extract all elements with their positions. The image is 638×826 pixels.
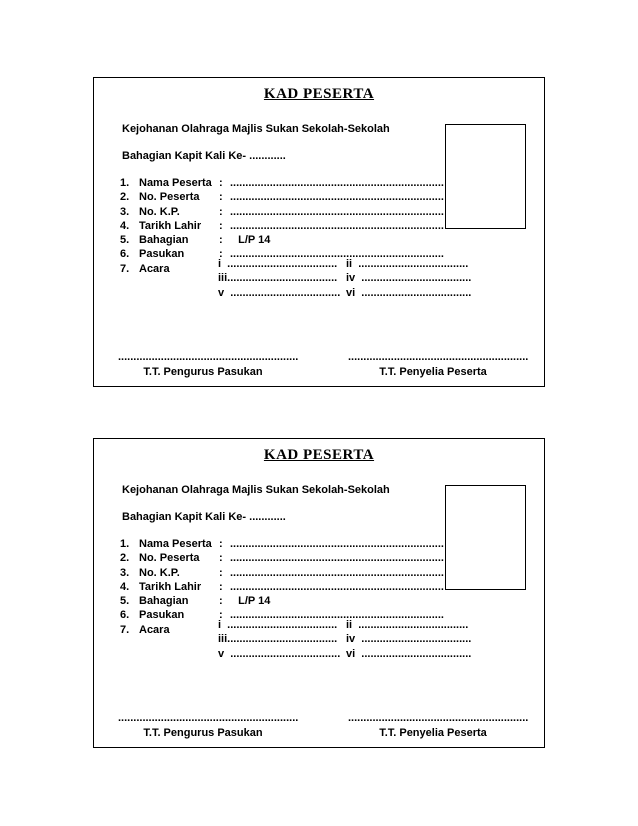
division-line: Bahagian Kapit Kali Ke- ............ bbox=[122, 511, 286, 523]
field-colon: : bbox=[219, 234, 223, 247]
field-row bbox=[120, 538, 450, 552]
event-slot: iii.................................... bbox=[218, 272, 338, 285]
field-row bbox=[120, 567, 450, 581]
field-value: ...................................................................... bbox=[230, 219, 444, 232]
division-line: Bahagian Kapit Kali Ke- ............ bbox=[122, 150, 286, 162]
event-slot: iii.................................... bbox=[218, 633, 338, 646]
event-slot: i .................................... bbox=[218, 619, 338, 631]
field-row bbox=[120, 234, 450, 248]
signature-label: T.T. Pengurus Pasukan bbox=[143, 366, 263, 378]
field-colon: : bbox=[219, 566, 223, 579]
field-row bbox=[120, 206, 450, 220]
field-label: Nama Peserta bbox=[139, 538, 212, 550]
event-line bbox=[218, 272, 478, 286]
event-name: Kejohanan Olahraga Majlis Sukan Sekolah-Sekolah bbox=[122, 123, 390, 135]
field-value: ...................................................................... bbox=[230, 566, 444, 579]
field-row bbox=[120, 552, 450, 566]
field-colon: : bbox=[219, 552, 223, 565]
field-number: 4. bbox=[120, 580, 130, 593]
field-label: Acara bbox=[139, 262, 170, 275]
card-title: KAD PESERTA bbox=[263, 447, 375, 463]
card-title: KAD PESERTA bbox=[263, 86, 375, 102]
field-colon: : bbox=[219, 177, 223, 189]
field-value: ...................................................................... bbox=[230, 177, 444, 189]
field-label: Bahagian bbox=[139, 595, 189, 608]
event-slot: vi .................................... bbox=[346, 286, 472, 299]
field-row bbox=[120, 220, 450, 234]
field-label: No. K.P. bbox=[139, 566, 180, 579]
team-manager-signature bbox=[118, 712, 299, 739]
event-grid bbox=[218, 258, 478, 301]
signature-label: T.T. Pengurus Pasukan bbox=[143, 727, 263, 739]
participant-card bbox=[93, 77, 545, 387]
field-number: 6. bbox=[120, 609, 130, 622]
field-value: ...................................................................... bbox=[230, 552, 444, 565]
field-label: No. Peserta bbox=[139, 552, 200, 565]
field-label: No. K.P. bbox=[139, 205, 180, 218]
signature-line: ........................................................... bbox=[348, 351, 529, 363]
field-value: ...................................................................... bbox=[230, 205, 444, 218]
event-slot: ii .................................... bbox=[346, 619, 469, 631]
event-slot: ii .................................... bbox=[346, 258, 469, 270]
field-label: Bahagian bbox=[139, 234, 189, 247]
field-label: No. Peserta bbox=[139, 191, 200, 204]
event-grid bbox=[218, 619, 478, 662]
field-value: ...................................................................... bbox=[230, 580, 444, 593]
field-number: 2. bbox=[120, 552, 130, 565]
field-number: 5. bbox=[120, 234, 130, 247]
photo-box bbox=[445, 485, 526, 590]
signature-label: T.T. Penyelia Peserta bbox=[379, 727, 487, 739]
participant-card bbox=[93, 438, 545, 748]
team-manager-signature bbox=[118, 351, 299, 378]
field-colon: : bbox=[219, 219, 223, 232]
signature-label: T.T. Penyelia Peserta bbox=[379, 366, 487, 378]
field-label: Nama Peserta bbox=[139, 177, 212, 189]
signature-line: ........................................................... bbox=[348, 712, 529, 724]
supervisor-signature bbox=[348, 712, 529, 739]
field-number: 2. bbox=[120, 191, 130, 204]
field-colon: : bbox=[219, 595, 223, 608]
event-line bbox=[218, 648, 478, 662]
field-number: 7. bbox=[120, 623, 130, 636]
signature-line: ........................................................... bbox=[118, 351, 299, 363]
field-colon: : bbox=[219, 205, 223, 218]
event-name: Kejohanan Olahraga Majlis Sukan Sekolah-Sekolah bbox=[122, 484, 390, 496]
field-value: L/P 14 bbox=[232, 234, 271, 247]
event-line bbox=[218, 619, 478, 633]
event-slot: v .................................... bbox=[218, 647, 341, 660]
event-slot: iv .................................... bbox=[346, 272, 472, 285]
field-number: 4. bbox=[120, 219, 130, 232]
event-slot: v .................................... bbox=[218, 286, 341, 299]
field-label: Tarikh Lahir bbox=[139, 219, 202, 232]
event-slot: i .................................... bbox=[218, 258, 338, 270]
field-label: Acara bbox=[139, 623, 170, 636]
field-colon: : bbox=[219, 609, 223, 622]
event-line bbox=[218, 258, 478, 272]
field-colon: : bbox=[219, 538, 223, 550]
field-number: 6. bbox=[120, 248, 130, 261]
event-line bbox=[218, 633, 478, 647]
event-slot: vi .................................... bbox=[346, 647, 472, 660]
field-label: Pasukan bbox=[139, 609, 185, 622]
field-number: 3. bbox=[120, 205, 130, 218]
field-row bbox=[120, 595, 450, 609]
field-value: L/P 14 bbox=[232, 595, 271, 608]
field-row bbox=[120, 191, 450, 205]
field-number: 7. bbox=[120, 262, 130, 275]
field-number: 1. bbox=[120, 177, 130, 189]
field-label: Pasukan bbox=[139, 248, 185, 261]
field-value: ...................................................................... bbox=[230, 191, 444, 204]
field-value: ...................................................................... bbox=[230, 248, 444, 261]
field-value: ...................................................................... bbox=[230, 609, 444, 622]
field-colon: : bbox=[219, 191, 223, 204]
field-label: Tarikh Lahir bbox=[139, 580, 202, 593]
field-colon: : bbox=[219, 248, 223, 261]
field-number: 5. bbox=[120, 595, 130, 608]
event-line bbox=[218, 287, 478, 301]
field-colon: : bbox=[219, 580, 223, 593]
signature-line: ........................................................... bbox=[118, 712, 299, 724]
field-row bbox=[120, 581, 450, 595]
field-number: 3. bbox=[120, 566, 130, 579]
event-slot: iv .................................... bbox=[346, 633, 472, 646]
supervisor-signature bbox=[348, 351, 529, 378]
field-value: ...................................................................... bbox=[230, 538, 444, 550]
photo-box bbox=[445, 124, 526, 229]
field-row bbox=[120, 177, 450, 191]
field-number: 1. bbox=[120, 538, 130, 550]
